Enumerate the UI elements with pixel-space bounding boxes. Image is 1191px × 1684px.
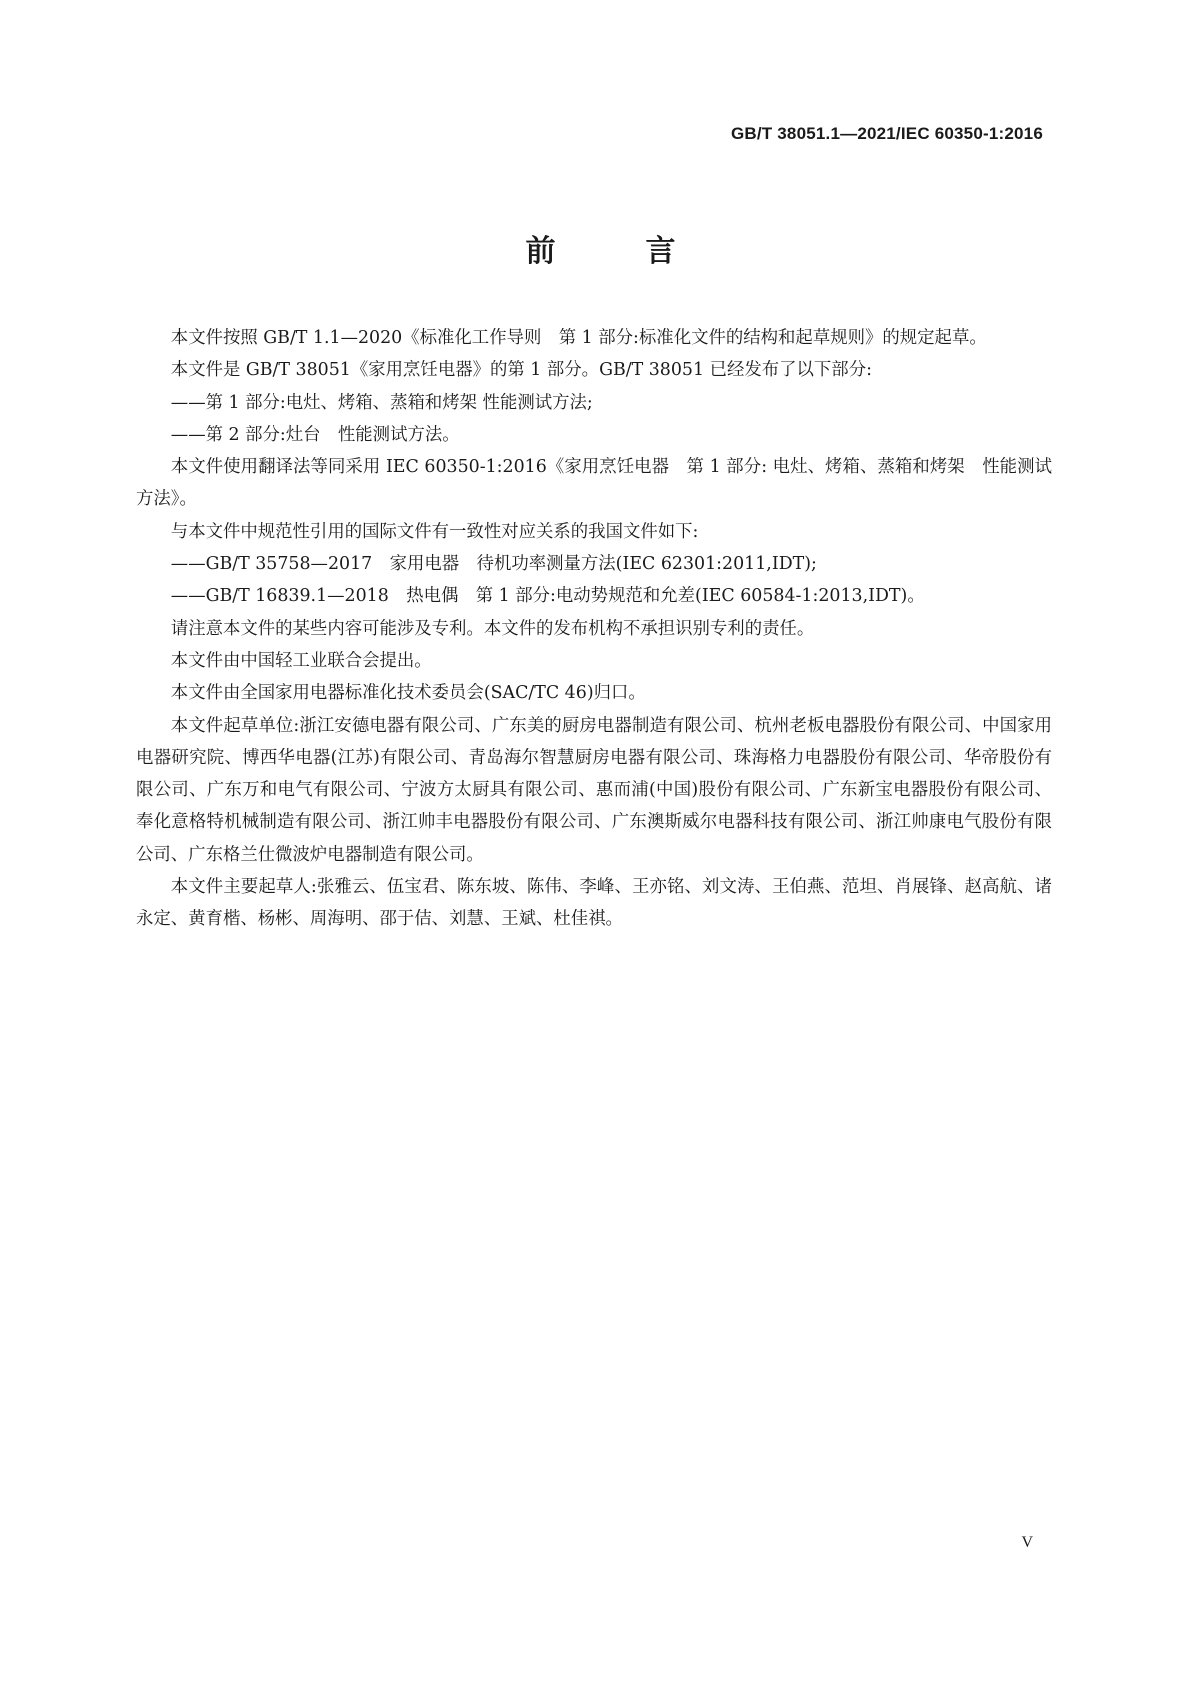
foreword-body: [136, 322, 1052, 936]
document-code: GB/T 38051.1—2021/IEC 60350-1:2016: [730, 124, 1043, 143]
list-item-reference-2: ——GB/T 16839.1—2018 热电偶 第 1 部分:电动势规范和允差(IEC 60584-1:2013,IDT)。: [170, 586, 925, 607]
list-item-part-1: ——第 1 部分:电灶、烤箱、蒸箱和烤架 性能测试方法;: [170, 392, 593, 413]
list-item-reference-1: ——GB/T 35758—2017 家用电器 待机功率测量方法(IEC 62301:2011,IDT);: [170, 554, 817, 575]
page-title: 前 言: [525, 234, 706, 269]
paragraph-patent-notice: 请注意本文件的某些内容可能涉及专利。本文件的发布机构不承担识别专利的责任。: [170, 618, 815, 639]
paragraph-drafting-rules: 本文件按照 GB/T 1.1—2020《标准化工作导则 第 1 部分:标准化文件的结构和起草规则》的规定起草。: [170, 328, 987, 348]
paragraph-iec-adoption: 本文件使用翻译法等同采用 IEC 60350-1:2016《家用烹饪电器 第 1 部分: 电灶、烤箱、蒸箱和烤架 性能测试方法》。: [136, 457, 1052, 510]
list-item-part-2: ——第 2 部分:灶台 性能测试方法。: [170, 424, 460, 445]
paragraph-normative-references: 与本文件中规范性引用的国际文件有一致性对应关系的我国文件如下:: [170, 521, 699, 542]
paragraph-drafting-units: 本文件起草单位:浙江安德电器有限公司、广东美的厨房电器制造有限公司、杭州老板电器股份有限公司、中国家用电器研究院、博西华电器(江苏)有限公司、青岛海尔智慧厨房电器有限公司、珠海格力电器股份有限公司、华帝股份有限公司、广东万和电气有限公司、宁波方太厨具有限公司、惠而浦(中国)股份有限公司、广东新宝电器股份有限公司、奉化意格特机械制造有限公司、浙江帅丰电器股份有限公司、广东澳斯威尔电器科技有限公司、浙江帅康电气股份有限公司、广东格兰仕微波炉电器制造有限公司。: [136, 715, 1052, 865]
paragraph-series-parts: 本文件是 GB/T 38051《家用烹饪电器》的第 1 部分。GB/T 38051 已经发布了以下部分:: [170, 360, 872, 381]
page-number: V: [1021, 1534, 1033, 1551]
paragraph-drafters: 本文件主要起草人:张雅云、伍宝君、陈东坡、陈伟、李峰、王亦铭、刘文涛、王伯燕、范坦、肖展锋、赵高航、诸永定、黄育楷、杨彬、周海明、邵于佶、刘慧、王斌、杜佳祺。: [136, 877, 1052, 930]
paragraph-technical-committee: 本文件由全国家用电器标准化技术委员会(SAC/TC 46)归口。: [170, 683, 646, 704]
paragraph-proposer: 本文件由中国轻工业联合会提出。: [170, 650, 432, 671]
